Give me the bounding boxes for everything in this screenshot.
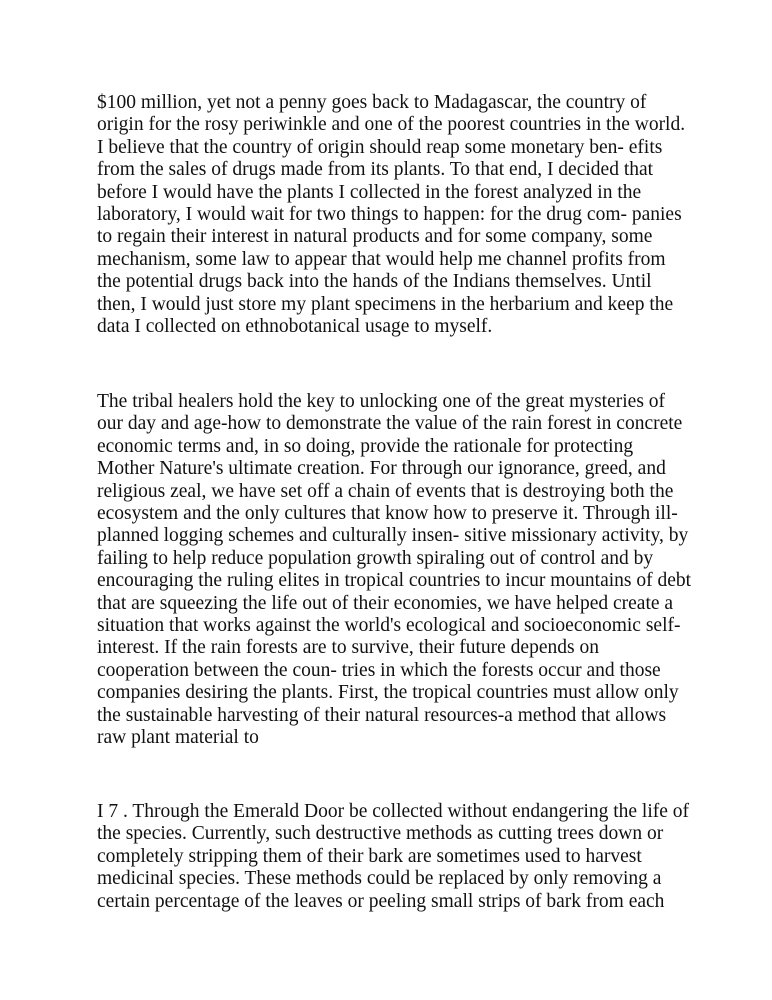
text-line: our day and age-how to demonstrate the value of the rain forest in concrete (97, 413, 683, 435)
text-line: encouraging the ruling elites in tropical countries to incur mountains of debt (97, 570, 692, 592)
paragraph-1 (97, 92, 697, 338)
text-line: certain percentage of the leaves or peeling small strips of bark from each (97, 890, 665, 912)
text-line: the species. Currently, such destructive methods as cutting trees down or (97, 823, 664, 845)
text-line: then, I would just store my plant specimens in the herbarium and keep the (97, 293, 674, 315)
text-line: from the sales of drugs made from its plants. To that end, I decided that (97, 159, 654, 181)
text-line: The tribal healers hold the key to unlocking one of the great mysteries of (97, 391, 666, 412)
text-line: the potential drugs back into the hands of the Indians themselves. Until (97, 271, 652, 293)
text-line: situation that works against the world's ecological and socioeconomic self- (97, 615, 681, 637)
text-line: planned logging schemes and culturally insen- sitive missionary activity, by (97, 525, 689, 547)
text-line: raw plant material to (97, 727, 259, 749)
text-line: before I would have the plants I collected in the forest analyzed in the (97, 181, 642, 203)
text-line: I believe that the country of origin should reap some monetary ben- efits (97, 136, 663, 158)
text-line: companies desiring the plants. First, the tropical countries must allow only (97, 682, 679, 704)
text-line: $100 million, yet not a penny goes back to Madagascar, the country of (97, 92, 647, 113)
text-line: laboratory, I would wait for two things to happen: for the drug com- panies (97, 204, 682, 226)
text-line: that are squeezing the life out of their economies, we have helped create a (97, 592, 674, 614)
text-line: economic terms and, in so doing, provide the rationale for protecting (97, 435, 634, 457)
text-line: to regain their interest in natural products and for some company, some (97, 226, 653, 248)
text-line: cooperation between the coun- tries in which the forests occur and those (97, 659, 661, 681)
text-line: ecosystem and the only cultures that know how to preserve it. Through ill- (97, 503, 678, 525)
text-line: data I collected on ethnobotanical usage to myself. (97, 316, 493, 338)
text-line: failing to help reduce population growth spiraling out of control and by (97, 547, 654, 569)
text-line: interest. If the rain forests are to survive, their future depends on (97, 637, 599, 659)
text-line: Mother Nature's ultimate creation. For through our ignorance, greed, and (97, 458, 666, 480)
text-line: origin for the rosy periwinkle and one of the poorest countries in the world. (97, 114, 686, 136)
text-line: the sustainable harvesting of their natural resources-a method that allows (97, 704, 667, 726)
text-line: I 7 . Through the Emerald Door be collected without endangering the life of (97, 801, 690, 822)
text-line: medicinal species. These methods could be replaced by only removing a (97, 868, 662, 890)
text-line: completely stripping them of their bark are sometimes used to harvest (97, 845, 642, 867)
text-line: mechanism, some law to appear that would help me channel profits from (97, 248, 666, 270)
paragraph-3 (97, 801, 697, 913)
text-line: religious zeal, we have set off a chain of events that is destroying both the (97, 480, 674, 502)
paragraph-2 (97, 391, 697, 750)
